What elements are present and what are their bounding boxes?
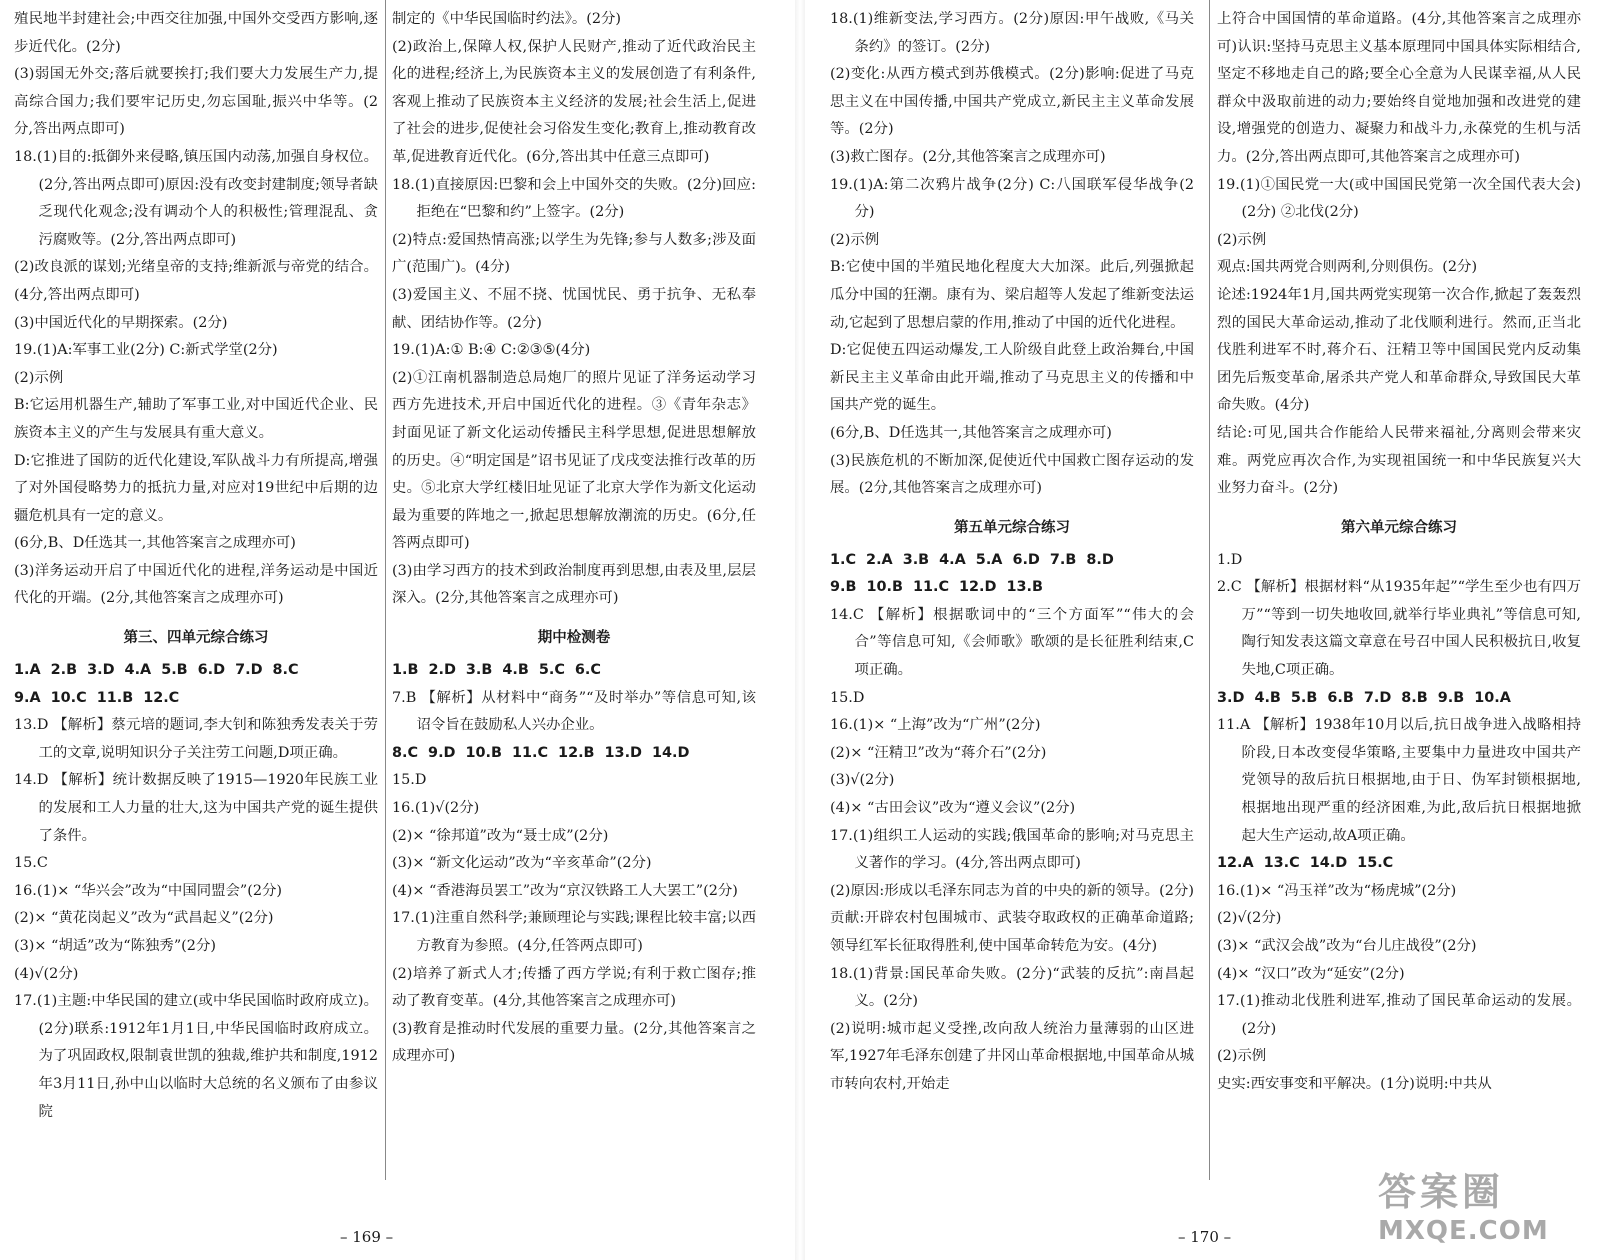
question-answer: 17.(1)推动北伐胜利进军,推动了国民革命运动的发展。(2分) [1217, 993, 1581, 1037]
question-answer: 11.A 【解析】1938年10月以后,抗日战争进入战略相持阶段,日本改变侵华策略,主要集中力量进攻中国共产党领导的敌后抗日根据地,由于日、伪军封锁根据地,根据地出现严重的经济困难,为此,敌后抗日根据地掀起大生产运动,故A项正确。 [1217, 717, 1581, 844]
section-heading: 第六单元综合练习 [1341, 519, 1457, 536]
answer-text: 制定的《中华民国临时约法》。(2分) [392, 11, 622, 27]
choice-answer-row: 1.B 2.D 3.B 4.B 5.C 6.C [392, 662, 601, 679]
text-group [830, 602, 1194, 1099]
answer-text: B:它运用机器生产,辅助了军事工业,对中国近代企业、民族资本主义的产生与发展具有重大意义。 [14, 397, 378, 441]
choice-answer-row: 9.A 10.C 11.B 12.C [14, 689, 180, 706]
question-answer: 18.(1)目的:抵御外来侵略,镇压国内动荡,加强自身权位。(2分,答出两点即可)原因:没有改变封建制度;领导者缺乏现代化观念;没有调动个人的积极性;管理混乱、贪污腐败等。(2分,答出两点即可) [14, 148, 378, 248]
text-group [1217, 712, 1581, 850]
page-number: – 170 – [1178, 1228, 1232, 1246]
book-spine [795, 0, 805, 1260]
answer-text: (3)× “武汉会战”改为“台儿庄战役”(2分) [1217, 938, 1477, 954]
question-answer: 16.(1)√(2分) [392, 800, 480, 817]
page-number: – 169 – [340, 1228, 394, 1246]
answer-group [392, 740, 756, 768]
answer-text: (2)× “徐邦道”改为“聂士成”(2分) [392, 827, 609, 844]
question-answer: 18.(1)维新变法,学习西方。(2分)原因:甲午战败,《马关条约》的签订。(2分) [830, 11, 1194, 55]
answer-text: 上符合中国国情的革命道路。(4分,其他答案言之成理亦可)认识:坚持马克思主义基本原理同中国具体实际相结合,坚定不移地走自己的路;要全心全意为人民谋幸福,从人民群众中汲取前进的动力;要始终自觉地加强和改进党的建设,增强党的创造力、凝聚力和战斗力,永葆党的生机与活力。(2分,答出两点即可,其他答案言之成理亦可) [1217, 11, 1581, 165]
answer-text: (3)× “新文化运动”改为“辛亥革命”(2分) [392, 855, 652, 872]
answer-group [1217, 850, 1581, 878]
question-answer: 13.D 【解析】蔡元培的题词,李大钊和陈独秀发表关于劳工的文章,说明知识分子关注劳工问题,D项正确。 [14, 717, 378, 761]
answer-text: (4)× “古田会议”改为“遵义会议”(2分) [830, 800, 1076, 817]
section-heading: 期中检测卷 [537, 630, 611, 647]
answer-text: (2)培养了新式人才;传播了西方学说;有利于救亡图存;推动了教育变革。(4分,其他答案言之成理亦可) [392, 965, 756, 1010]
answer-text: (4)× “香港海员罢工”改为“京汉铁路工人大罢工”(2分) [392, 882, 738, 899]
answer-text: (2)变化:从西方模式到苏俄模式。(2分)影响:促进了马克思主义在中国传播,中国共产党成立,新民主主义革命发展等。(2分) [830, 66, 1194, 138]
answer-text: (3)洋务运动开启了中国近代化的进程,洋务运动是中国近代化的开端。(2分,其他答案言之成理亦可) [14, 562, 378, 607]
choice-answer-row: 12.A 13.C 14.D 15.C [1217, 855, 1394, 872]
answer-text: B:它使中国的半殖民地化程度大大加深。此后,列强掀起瓜分中国的狂潮。康有为、梁启超等人发起了维新变法运动,它起到了思想启蒙的作用,推动了中国的近代化进程。 [830, 259, 1194, 331]
text-group [1217, 547, 1581, 685]
answer-text: D:它促使五四运动爆发,工人阶级自此登上政治舞台,中国新民主主义革命由此开端,推动了马克思主义的传播和中国共产党的诞生。 [830, 342, 1194, 414]
column-divider [385, 0, 386, 1180]
question-answer: 1.D [1217, 551, 1243, 568]
answer-text: 史实:西安事变和平解决。(1分)说明:中共从 [1217, 1075, 1492, 1092]
answer-text: (3)民族危机的不断加深,促使近代中国救亡图存运动的发展。(2分,其他答案言之成理亦可) [830, 452, 1194, 497]
answer-text: (2)示例 [1217, 1048, 1267, 1065]
left-page [0, 0, 790, 1260]
question-answer: 7.B 【解析】从材料中“商务”“及时举办”等信息可知,该诏令旨在鼓励私人兴办企业。 [392, 689, 756, 734]
answer-text: (3)爱国主义、不屈不挠、忧国忧民、勇于抗争、无私奉献、团结协作等。(2分) [392, 286, 756, 331]
text-group [392, 767, 756, 1071]
answer-text: (6分,B、D任选其一,其他答案言之成理亦可) [830, 424, 1112, 441]
answer-text: (3)弱国无外交;落后就要挨打;我们要大力发展生产力,提高综合国力;我们要牢记历史,勿忘国耻,振兴中华等。(2分,答出两点即可) [14, 66, 378, 138]
answer-text: (2)√(2分) [1217, 910, 1282, 927]
choice-answer-row: 3.D 4.B 5.B 6.B 7.D 8.B 9.B 10.A [1217, 689, 1511, 706]
question-answer: 14.C 【解析】根据歌词中的“三个方面军”“伟大的会合”等信息可知,《会师歌》歌颂的是长征胜利结束,C项正确。 [830, 606, 1194, 679]
answer-text: (2)改良派的谋划;光绪皇帝的支持;维新派与帝党的结合。(4分,答出两点即可) [14, 259, 378, 303]
question-answer: 2.C 【解析】根据材料“从1935年起”“学生至少也有四万万”“等到一切失地收回,就举行毕业典礼”等信息可知,陶行知发表这篇文章意在号召中国人民积极抗日,收复失地,C项正确。 [1217, 579, 1581, 679]
watermark-url: MXQE.COM [1378, 1216, 1549, 1246]
question-answer: 17.(1)组织工人运动的实践;俄国革命的影响;对马克思主义著作的学习。(4分,答出两点即可) [830, 827, 1194, 872]
answer-text: (2)示例 [1217, 231, 1267, 248]
text-group [14, 712, 378, 1126]
answer-text: (2)示例 [830, 231, 880, 248]
text-group [1217, 6, 1581, 503]
question-answer: 16.(1)× “华兴会”改为“中国同盟会”(2分) [14, 882, 283, 899]
text-group [1217, 878, 1581, 1099]
question-answer: 16.(1)× “冯玉祥”改为“杨虎城”(2分) [1217, 882, 1457, 899]
answer-text: (4)√(2分) [14, 965, 79, 982]
text-group [830, 6, 1194, 503]
section-heading: 第三、四单元综合练习 [123, 630, 269, 647]
answer-group [830, 547, 1194, 602]
choice-answer-row: 8.C 9.D 10.B 11.C 12.B 13.D 14.D [392, 744, 690, 761]
answer-text: (6分,B、D任选其一,其他答案言之成理亦可) [14, 535, 296, 552]
watermark-logo: 答案圈 [1378, 1170, 1505, 1214]
answer-text: (4)× “汉口”改为“延安”(2分) [1217, 965, 1405, 982]
answer-text: (2)× “黄花岗起义”改为“武昌起义”(2分) [14, 910, 274, 927]
question-answer: 19.(1)A:军事工业(2分) C:新式学堂(2分) [14, 342, 278, 359]
left-column-1 [14, 6, 378, 1126]
answer-text: (3)由学习西方的技术到政治制度再到思想,由表及里,层层深入。(2分,其他答案言之成理亦可) [392, 562, 756, 607]
answer-group [14, 657, 378, 712]
question-answer: 18.(1)背景:国民革命失败。(2分)“武装的反抗”:南昌起义。(2分) [830, 965, 1194, 1010]
answer-text: 论述:1924年1月,国共两党实现第一次合作,掀起了轰轰烈烈的国民大革命运动,推动了北伐顺利进行。然而,正当北伐胜利进军不时,蒋介石、汪精卫等中国国民党内反动集团先后叛变革命,屠杀共产党人和革命群众,导致国民大革命失败。(4分) [1217, 286, 1581, 414]
question-answer: 19.(1)A:① B:④ C:②③⑤(4分) [392, 342, 591, 359]
right-page [810, 0, 1600, 1260]
choice-answer-row: 1.A 2.B 3.D 4.A 5.B 6.D 7.D 8.C [14, 662, 299, 679]
question-answer: 15.D [830, 689, 865, 706]
answer-text: (3)中国近代化的早期探索。(2分) [14, 314, 228, 331]
answer-text: (2)× “汪精卫”改为“蒋介石”(2分) [830, 744, 1047, 761]
text-group [14, 6, 378, 613]
answer-text: (3)教育是推动时代发展的重要力量。(2分,其他答案言之成理亦可) [392, 1020, 756, 1065]
answer-text: 结论:可见,国共合作能给人民带来福祉,分离则会带来灾难。两党应再次合作,为实现祖国统一和中华民族复兴大业努力奋斗。(2分) [1217, 424, 1581, 497]
answer-text: (2)①江南机器制造总局炮厂的照片见证了洋务运动学习西方先进技术,开启中国近代化的进程。③《青年杂志》封面见证了新文化运动传播民主科学思想,促进思想解放的历史。④“明定国是”诏书见证了戊戌变法推行改革的历史。⑤北京大学红楼旧址见证了北京大学作为新文化运动最为重要的阵地之一,掀起思想解放潮流的历史。(6分,任答两点即可) [392, 369, 756, 552]
answer-group [1217, 685, 1581, 713]
answer-text: 殖民地半封建社会;中西交往加强,中国外交受西方影响,逐步近代化。(2分) [14, 11, 378, 55]
right-column-2 [1217, 6, 1581, 1099]
question-answer: 16.(1)× “上海”改为“广州”(2分) [830, 717, 1041, 734]
answer-text: (2)政治上,保障人权,保护人民财产,推动了近代政治民主化的进程;经济上,为民族资本主义的发展创造了有利条件,客观上推动了民族资本主义经济的发展;社会生活上,促进了社会的进步,促使社会习俗发生变化;教育上,推动教育改革,促进教育近代化。(6分,答出其中任意三点即可) [392, 38, 756, 165]
question-answer: 19.(1)A:第二次鸦片战争(2分) C:八国联军侵华战争(2分) [830, 176, 1194, 221]
answer-text: (2)原因:形成以毛泽东同志为首的中央的新的领导。(2分)贡献:开辟农村包围城市、武装夺取政权的正确革命道路;领导红军长征取得胜利,使中国革命转危为安。(4分) [830, 882, 1194, 954]
answer-text: (2)说明:城市起义受挫,改向敌人统治力量薄弱的山区进军,1927年毛泽东创建了井冈山革命根据地,中国革命从城市转向农村,开始走 [830, 1020, 1194, 1092]
text-group [392, 685, 756, 740]
question-answer: 17.(1)主题:中华民国的建立(或中华民国临时政府成立)。(2分)联系:1912年1月1日,中华民国临时政府成立。为了巩固政权,限制袁世凯的独裁,维护共和制度,1912年3月11日,孙中山以临时大总统的名义颁布了由参议院 [14, 993, 378, 1120]
answer-text: (3)× “胡适”改为“陈独秀”(2分) [14, 938, 216, 954]
question-answer: 14.D 【解析】统计数据反映了1915—1920年民族工业的发展和工人力量的壮大,这为中国共产党的诞生提供了条件。 [14, 772, 378, 844]
right-column-1 [830, 6, 1194, 1099]
choice-answer-row: 1.C 2.A 3.B 4.A 5.A 6.D 7.B 8.D [830, 551, 1114, 568]
answer-text: D:它推进了国防的近代化建设,军队战斗力有所提高,增强了对外国侵略势力的抵抗力量,对应对19世纪中后期的边疆危机具有一定的意义。 [14, 452, 378, 524]
left-column-2 [392, 6, 756, 1071]
question-answer: 17.(1)注重自然科学;兼顾理论与实践;课程比较丰富;以西方教育为参照。(4分,任答两点即可) [392, 910, 756, 954]
watermark [1378, 1168, 1586, 1252]
question-answer: 18.(1)直接原因:巴黎和会上中国外交的失败。(2分)回应:拒绝在“巴黎和约”上签字。(2分) [392, 176, 756, 221]
choice-answer-row: 9.B 10.B 11.C 12.D 13.B [830, 579, 1043, 596]
answer-text: (2)特点:爱国热情高涨;以学生为先锋;参与人数多;涉及面广(范围广)。(4分) [392, 231, 756, 276]
answer-group [392, 657, 756, 685]
answer-text: (2)示例 [14, 369, 64, 386]
answer-text: 观点:国共两党合则两利,分则俱伤。(2分) [1217, 259, 1478, 276]
section-heading: 第五单元综合练习 [954, 519, 1070, 536]
question-answer: 15.D [392, 772, 427, 789]
question-answer: 19.(1)①国民党一大(或中国国民党第一次全国代表大会)(2分) ②北伐(2分) [1217, 176, 1581, 221]
text-group [392, 6, 756, 613]
column-divider [1209, 0, 1210, 1180]
answer-text: (3)救亡图存。(2分,其他答案言之成理亦可) [830, 148, 1106, 165]
question-answer: 15.C [14, 855, 48, 872]
answer-text: (3)√(2分) [830, 772, 895, 789]
